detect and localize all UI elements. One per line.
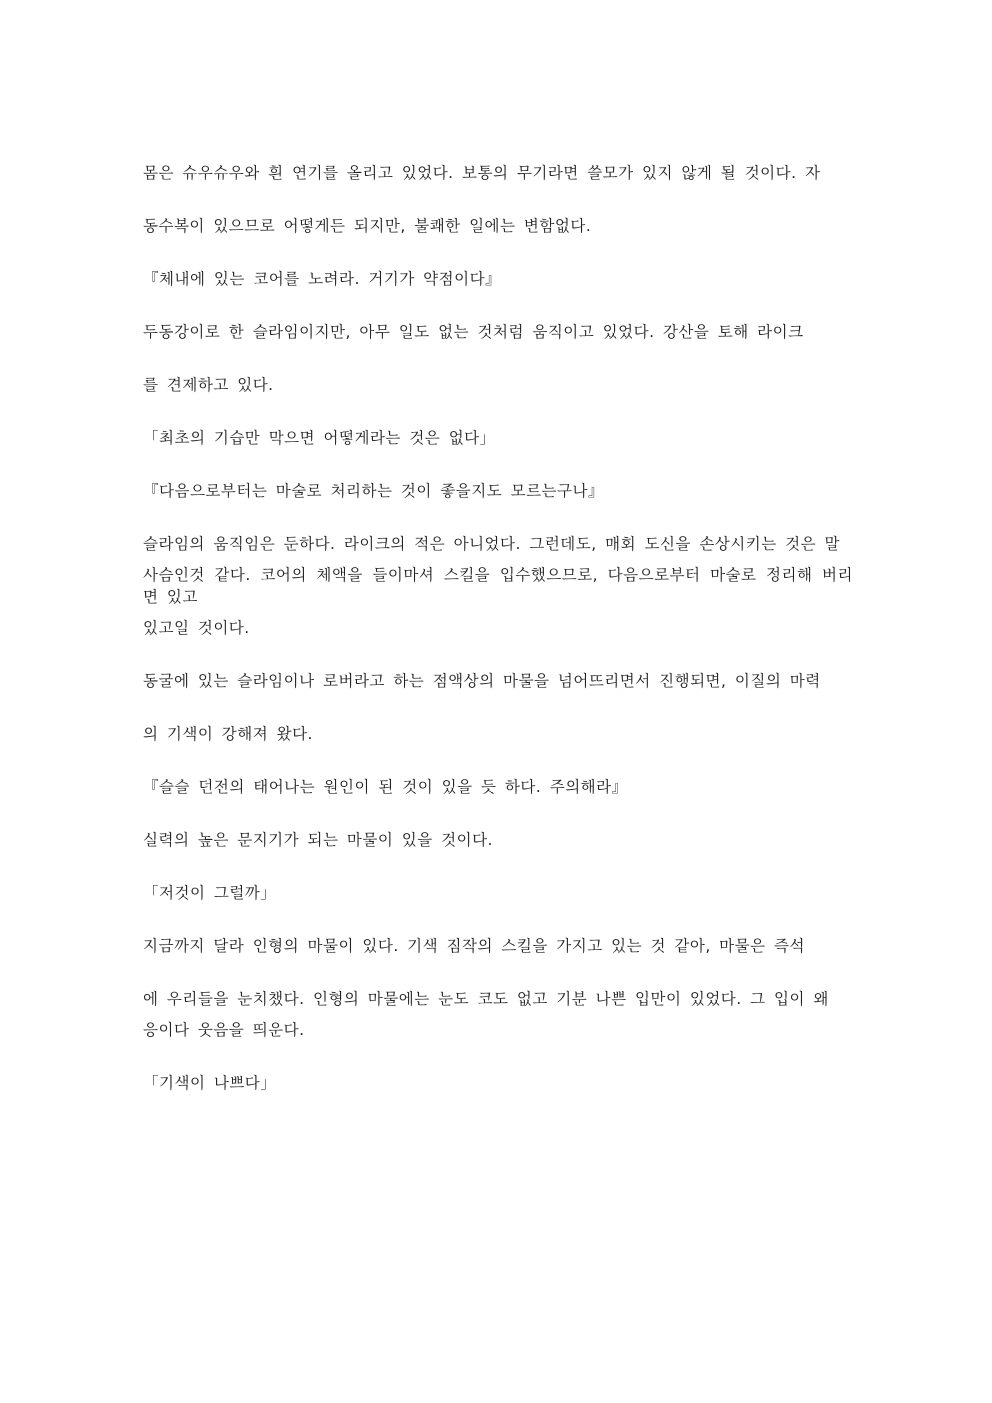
paragraph: 를 견제하고 있다. bbox=[143, 376, 274, 394]
paragraph: 지금까지 달라 인형의 마물이 있다. 기색 짐작의 스킬을 가지고 있는 것 같아, 마물은 즉석 bbox=[143, 937, 805, 955]
paragraph: 있고일 것이다. bbox=[143, 619, 250, 637]
paragraph: 에 우리들을 눈치챘다. 인형의 마물에는 눈도 코도 없고 기분 나쁜 입만이 있었다. 그 입이 왜 bbox=[143, 990, 829, 1008]
paragraph: 응이다 웃음을 띄운다. bbox=[143, 1021, 305, 1039]
paragraph: 동굴에 있는 슬라임이나 로버라고 하는 점액상의 마물을 넘어뜨리면서 진행되면, 이질의 마력 bbox=[143, 672, 821, 690]
paragraph: 몸은 슈우슈우와 흰 연기를 올리고 있었다. 보통의 무기라면 쓸모가 있지 않게 될 것이다. 자 bbox=[143, 164, 821, 182]
paragraph: 실력의 높은 문지기가 되는 마물이 있을 것이다. bbox=[143, 831, 493, 849]
paragraph: 「저것이 그럴까」 bbox=[143, 884, 277, 902]
paragraph: 의 기색이 강해져 왔다. bbox=[143, 725, 313, 743]
paragraph: 『체내에 있는 코어를 노려라. 거기가 약점이다』 bbox=[143, 270, 502, 288]
paragraph: 동수복이 있으므로 어떻게든 되지만, 불쾌한 일에는 변함없다. bbox=[143, 217, 592, 235]
paragraph: 사슴인것 같다. 코어의 체액을 들이마셔 스킬을 입수했으므로, 다음으로부터 마술로 정리해 버리면 있고 bbox=[143, 566, 853, 606]
paragraph: 슬라임의 움직임은 둔하다. 라이크의 적은 아니었다. 그런데도, 매회 도신을 손상시키는 것은 말 bbox=[143, 535, 840, 553]
document-body bbox=[143, 162, 853, 1125]
paragraph: 두동강이로 한 슬라임이지만, 아무 일도 없는 것처럼 움직이고 있었다. 강산을 토해 라이크 bbox=[143, 323, 804, 341]
paragraph: 「최초의 기습만 막으면 어떻게라는 것은 없다」 bbox=[143, 429, 496, 447]
paragraph: 『슬슬 던전의 태어나는 원인이 된 것이 있을 듯 하다. 주의해라』 bbox=[143, 778, 628, 796]
paragraph: 『다음으로부터는 마술로 처리하는 것이 좋을지도 모르는구나』 bbox=[143, 482, 604, 500]
paragraph: 「기색이 나쁘다」 bbox=[143, 1074, 277, 1092]
